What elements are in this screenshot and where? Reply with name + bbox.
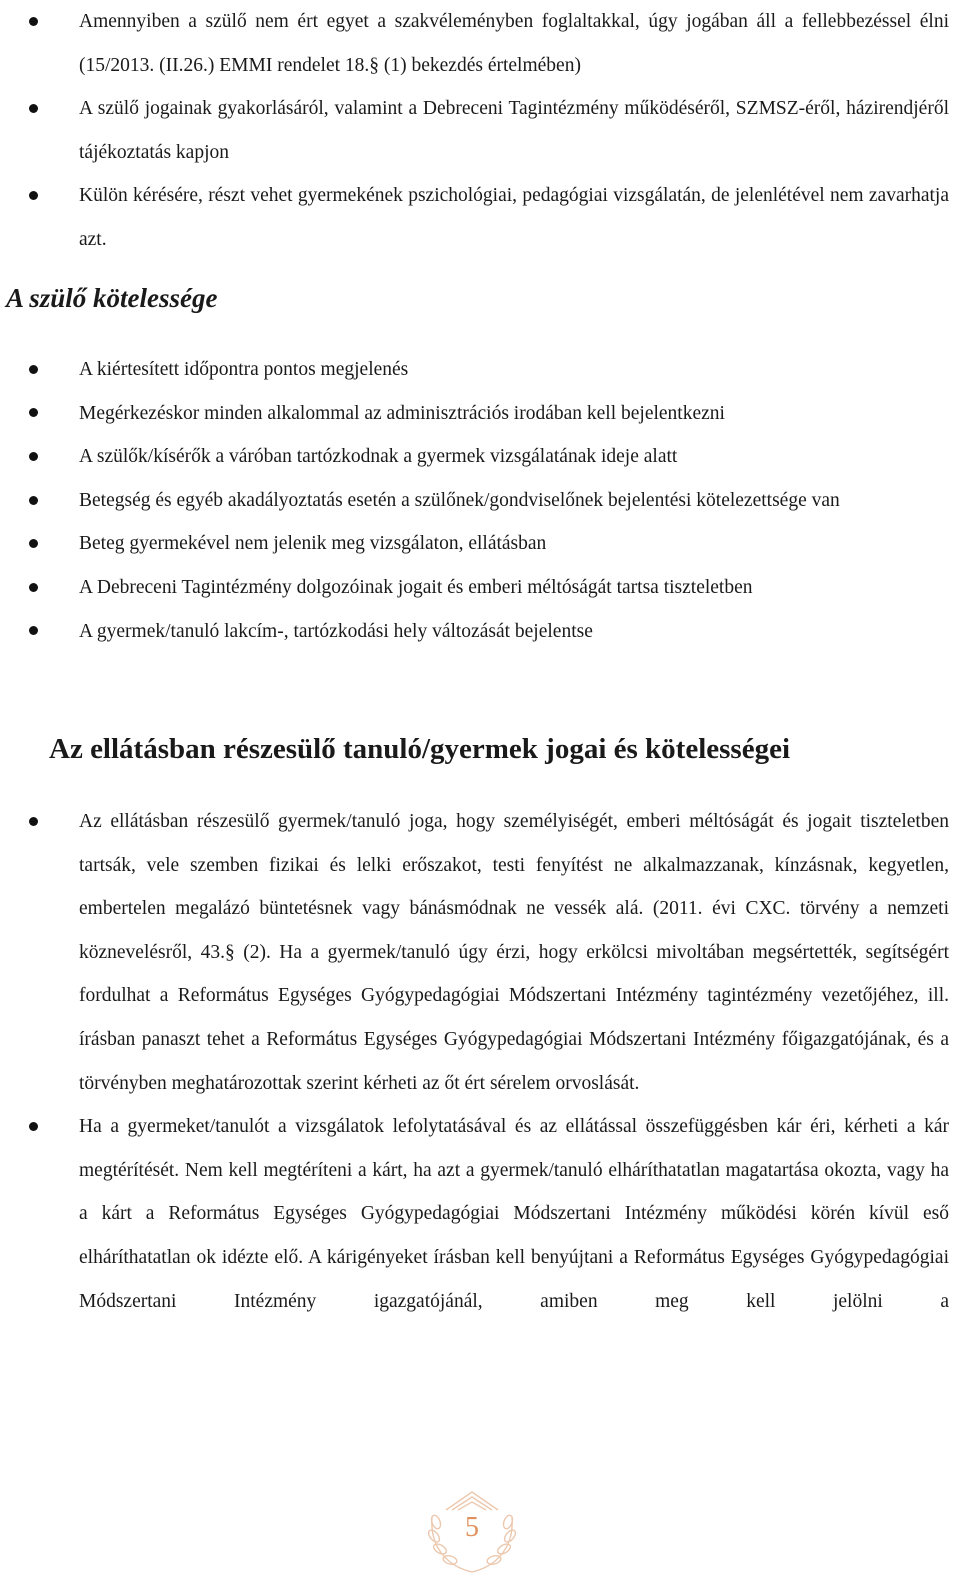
list-item — [0, 87, 960, 174]
bullet-icon — [29, 365, 38, 374]
list-item-text: Betegség és egyéb akadályoztatás esetén a szülőnek/gondviselőnek bejelentési kötelezettsége van — [79, 489, 840, 511]
list-item-text: Amennyiben a szülő nem ért egyet a szakvéleményben foglaltakkal, úgy jogában áll a fellebbezéssel élni (15/2013. (II.26.) EMMI rendelet 18.§ (1) bekezdés értelmében) — [79, 11, 949, 76]
bullet-icon — [29, 408, 38, 417]
list-item — [0, 392, 960, 436]
bullet-icon — [29, 626, 38, 635]
list-item-text: A Debreceni Tagintézmény dolgozóinak jogait és emberi méltóságát tartsa tiszteletben — [79, 576, 753, 598]
list-item — [0, 435, 960, 479]
list-item-text: A kiértesített időpontra pontos megjelenés — [79, 359, 409, 380]
bullet-icon — [29, 496, 38, 505]
page-number-ornament — [416, 1488, 528, 1576]
list-item-text: Megérkezéskor minden alkalommal az adminisztrációs irodában kell bejelentkezni — [79, 402, 725, 424]
list-item-text: Az ellátásban részesülő gyermek/tanuló joga, hogy személyiségét, emberi méltóságát és jogait tiszteletben tartsák, vele szemben fizikai és lelki erőszakot, testi fenyítést ne alkalmazzanak, kínzásnak, kegyetlen, embertelen megalázó büntetésnek vagy bánásmódnak ne vessék alá. (2011. évi CXC. törvény a nemzeti köznevelésről, 43.§ (2). Ha a gyermek/tanuló úgy érzi, hogy erkölcsi mivoltában megsértették, segítségért fordulhat a Református Egységes Gyógypedagógiai Módszertani Intézmény tagintézmény vezetőjéhez, ill. írásban panaszt tehet a Református Egységes Gyógypedagógiai Módszertani Intézmény főigazgatójának, és a törvényben meghatározottak szerint kérheti az őt ért sérelem orvoslását. — [79, 811, 949, 1094]
list-item-text: Külön kérésére, részt vehet gyermekének pszichológiai, pedagógiai vizsgálatán, de jelenlétével nem zavarhatja azt. — [79, 185, 949, 250]
list-item — [0, 0, 960, 87]
bullet-icon — [29, 583, 38, 592]
bullet-icon — [29, 104, 38, 113]
list-item — [0, 348, 960, 392]
bullet-icon — [29, 817, 38, 826]
section-heading-parent-duties: A szülő kötelessége — [6, 283, 218, 313]
list-item-text: A szülő jogainak gyakorlásáról, valamint a Debreceni Tagintézmény működéséről, SZMSZ-éről, házirendjéről tájékoztatás kapjon — [79, 98, 949, 163]
bullet-icon — [29, 452, 38, 461]
list-item — [0, 1105, 960, 1323]
list-item — [0, 610, 960, 654]
list-item — [0, 174, 960, 261]
bullet-icon — [29, 1122, 38, 1131]
list-item-text: A gyermek/tanuló lakcím-, tartózkodási hely változását bejelentse — [79, 620, 593, 642]
bullet-icon — [29, 17, 38, 26]
bullet-icon — [29, 539, 38, 548]
list-item — [0, 566, 960, 610]
list-item-text: Beteg gyermekével nem jelenik meg vizsgálaton, ellátásban — [79, 533, 547, 555]
list-item-text: Ha a gyermeket/tanulót a vizsgálatok lefolytatásával és az ellátással összefüggésben kár éri, kérheti a kár megtérítését. Nem kell megtéríteni a kárt, ha azt a gyermek/tanuló elháríthatatlan magatartása okozta, vagy ha a kárt a Református Egységes Gyógypedagógiai Módszertani Intézmény működési körén kívül eső elháríthatatlan ok idézte elő. A kárigényeket írásban kell benyújtani a Református Egységes Gyógypedagógiai Módszertani Intézmény igazgatójánál, amiben meg kell jelölni a — [79, 1116, 949, 1312]
parent-rights-list — [0, 0, 960, 262]
bullet-icon — [29, 191, 38, 200]
list-item — [0, 522, 960, 566]
list-item-text: A szülők/kísérők a váróban tartózkodnak a gyermek vizsgálatának ideje alatt — [79, 446, 678, 468]
list-item — [0, 479, 960, 523]
list-item — [0, 800, 960, 1105]
page-number: 5 — [465, 1512, 479, 1543]
parent-duties-list — [0, 348, 960, 653]
child-rights-list — [0, 800, 960, 1323]
section-heading-child-rights: Az ellátásban részesülő tanuló/gyermek jogai és kötelességei — [49, 733, 791, 765]
